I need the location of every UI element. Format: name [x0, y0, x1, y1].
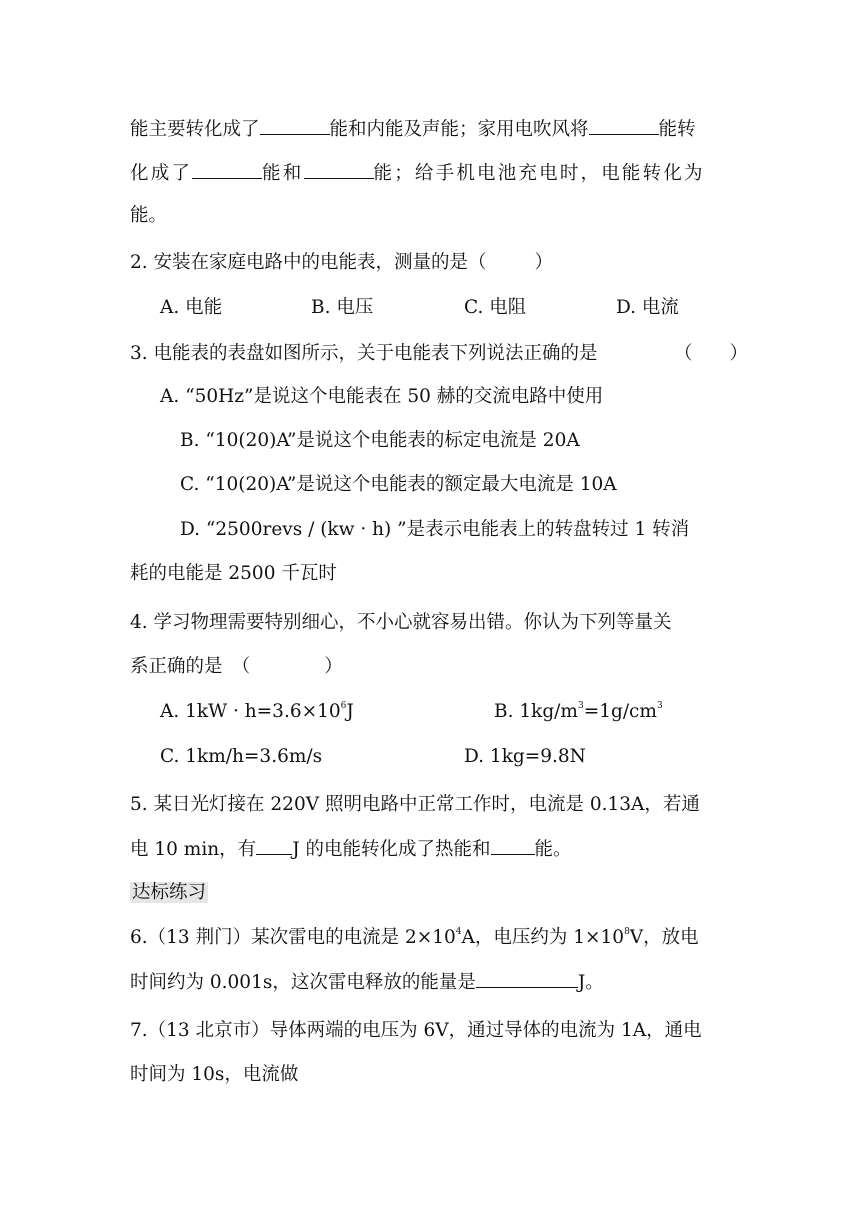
blank-2[interactable]: [589, 116, 659, 135]
q4-option-d[interactable]: D. 1kg=9.8N: [464, 746, 586, 767]
line-1: [130, 116, 696, 143]
text-segment: 6.（13 荆门）某次雷电的电流是 2×10: [130, 927, 456, 948]
line-3: 能。: [130, 205, 168, 226]
blank-7[interactable]: [476, 969, 578, 988]
section-title: 达标练习: [132, 882, 207, 903]
q3-option-d-cont: 耗的电能是 2500 千瓦时: [130, 563, 337, 584]
text-segment: 化成了: [130, 163, 193, 184]
q4-option-c[interactable]: C. 1km/h=3.6m/s: [160, 746, 323, 767]
question-5-stem: 5. 某日光灯接在 220V 照明电路中正常工作时，电流是 0.13A，若通: [130, 794, 700, 815]
question-7-stem-cont: 时间为 10s，电流做: [130, 1064, 299, 1085]
option-text: J: [346, 701, 354, 722]
line-2: [130, 160, 705, 187]
option-text: A. 1kW · h=3.6×10: [160, 701, 341, 722]
answer-paren: （ ）: [674, 343, 749, 364]
question-7-stem: 7.（13 北京市）导体两端的电压为 6V，通过导体的电流为 1A，通电: [130, 1020, 702, 1041]
q3-option-a[interactable]: A. “50Hz”是说这个电能表在 50 赫的交流电路中使用: [160, 386, 604, 407]
q3-option-c[interactable]: C. “10(20)A”是说这个电能表的额定最大电流是 10A: [180, 474, 617, 495]
q2-option-a[interactable]: A. 电能: [160, 297, 223, 318]
blank-6[interactable]: [491, 836, 535, 855]
text-segment: 能；给手机电池充电时，电能转化为: [373, 163, 705, 184]
q2-option-c[interactable]: C. 电阻: [464, 297, 527, 318]
superscript: 3: [577, 701, 584, 711]
option-text: B. 1kg/m: [494, 701, 578, 722]
option-text: =1g/cm: [583, 701, 657, 722]
answer-paren: ）: [534, 252, 554, 273]
superscript: 3: [656, 701, 663, 711]
superscript: 4: [455, 927, 462, 937]
question-4-stem-cont: 系正确的是 （ ）: [130, 656, 343, 677]
question-text: 2. 安装在家庭电路中的电能表，测量的是（: [130, 252, 487, 273]
blank-4[interactable]: [304, 160, 374, 179]
text-segment: 能主要转化成了: [130, 119, 260, 140]
question-4-stem: 4. 学习物理需要特别细心，不小心就容易出错。你认为下列等量关: [130, 612, 672, 633]
q3-option-b[interactable]: B. “10(20)A”是说这个电能表的标定电流是 20A: [180, 430, 580, 451]
section-heading: [130, 880, 208, 906]
text-segment: 能和内能及声能；家用电吹风将: [329, 119, 589, 140]
blank-5[interactable]: [256, 836, 292, 855]
q4-option-b[interactable]: [494, 699, 663, 725]
text-segment: 时间约为 0.001s，这次雷电释放的能量是: [130, 972, 476, 993]
q3-option-d[interactable]: D. “2500revs / (kw · h) ”是表示电能表上的转盘转过 1 转消: [180, 519, 690, 540]
q2-option-d[interactable]: D. 电流: [616, 297, 679, 318]
text-segment: 电 10 min，有: [130, 839, 257, 860]
q2-option-b[interactable]: B. 电压: [311, 297, 374, 318]
text-segment: J 的电能转化成了热能和: [292, 839, 491, 860]
superscript: 6: [340, 701, 347, 711]
text-segment: V，放电: [629, 927, 699, 948]
blank-1[interactable]: [260, 116, 330, 135]
text-segment: 能。: [534, 839, 572, 860]
superscript: 8: [624, 927, 630, 937]
question-2-stem: [130, 250, 553, 276]
blank-3[interactable]: [192, 160, 262, 179]
q4-option-a[interactable]: [160, 699, 354, 725]
question-5-stem-cont: [130, 836, 572, 863]
question-3-stem: 3. 电能表的表盘如图所示，关于电能表下列说法正确的是: [130, 343, 598, 364]
text-segment: A，电压约为 1×10: [461, 927, 625, 948]
text-segment: 能转: [658, 119, 696, 140]
text-segment: 能和: [262, 163, 304, 184]
text-segment: J。: [577, 972, 604, 993]
question-6-stem-cont: [130, 969, 604, 996]
question-6-stem: [130, 925, 699, 951]
